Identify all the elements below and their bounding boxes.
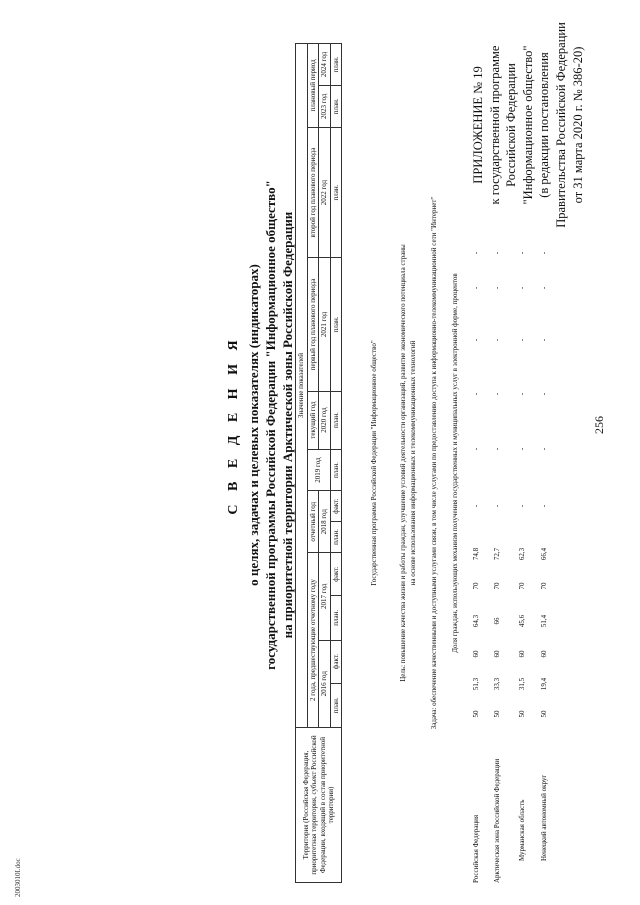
row-value: - [540,286,548,290]
row-value: - [518,504,526,508]
row-label: Российская Федерация [472,814,480,883]
row-label: Арктическая зона Российской Федерации [493,758,501,883]
row-value: - [493,447,501,451]
plan-label: план. [330,683,342,727]
table-row [472,43,482,883]
reporting-year-header: отчетный год [307,491,319,553]
title-heading: С В Е Д Е Н И Я [226,335,241,515]
document-title [225,125,296,725]
row-value: 74,8 [472,547,480,561]
fact-label: факт. [330,491,342,521]
appendix-line: Правительства Российской Федерации [553,22,568,228]
year-2022-header: 2022 год [319,127,331,258]
appendix-line: "Информационное общество" [520,45,535,205]
row-value: - [540,392,548,396]
row-value: - [472,338,480,342]
row-value: 70 [493,582,501,590]
table-row [540,43,550,883]
title-line: на приоритетной территории Арктической зоны Российской Федерации [280,211,295,639]
row-value: 50 [540,710,548,718]
prior-years-header: 2 года, предшествующие отчетному году [307,553,319,728]
row-value: - [493,251,501,255]
row-value: 45,6 [518,614,526,628]
row-value: - [518,338,526,342]
page-number: 256 [592,416,606,434]
row-value: - [472,251,480,255]
fact-label: факт. [330,553,342,596]
row-value: - [493,338,501,342]
program-line: Государственная программа Российской Федерации "Информационное общество" [370,340,378,586]
row-value: - [518,286,526,290]
plan-label: план. [330,258,342,391]
year-2023-header: 2023 год [319,85,331,127]
indicators-table-header [295,43,342,883]
row-value: - [540,338,548,342]
row-value: 64,3 [472,614,480,628]
first-plan-header: первый год планового периода [307,258,319,391]
plan-label: план. [330,596,342,640]
row-value: - [493,286,501,290]
goal-line: Цель: повышение качества жизни и работы граждан, улучшение условий деятельности организаций, развитие экономического потенциала страны [399,244,407,682]
plan-label: план. [330,521,342,552]
row-value: 70 [472,582,480,590]
row-value: 66,4 [540,547,548,561]
row-value: 50 [472,710,480,718]
row-value: 19,4 [540,677,548,691]
year-2018-header: 2018 год [319,491,331,553]
row-value: - [518,447,526,451]
year-2016-header: 2016 год [319,640,331,727]
row-value: - [540,504,548,508]
table-row [518,43,528,883]
row-value: 60 [540,650,548,658]
plan-label: план. [330,44,342,86]
plan-label: план. [330,449,342,491]
row-value: 70 [518,582,526,590]
row-value: 50 [518,710,526,718]
row-value: - [472,392,480,396]
plan-label: план. [330,127,342,258]
task-line: Задача: обеспечение качественными и доступными услугами связи, в том числе услугами по предоставлению доступа к информационно-телекоммуникационной сети "Интернет" [430,196,438,730]
year-2019-header: 2019 год [307,449,330,491]
appendix-line: ПРИЛОЖЕНИЕ № 19 [471,66,485,184]
row-label: Ненецкий автономный округ [540,774,548,861]
current-year-header: текущий год [307,391,319,449]
row-label: Мурманская область [518,799,526,861]
values-header: Значение показателей [296,44,308,728]
title-line: о целях, задачах и целевых показателях (индикаторах) [246,264,261,586]
goal-line-cont: на основе использования информационных и телекоммуникационных технологий [409,340,417,586]
plan-period-header: плановый период [307,44,319,128]
appendix-line: Российской Федерации [504,63,519,187]
row-value: - [472,504,480,508]
row-value: - [540,447,548,451]
row-value: 51,4 [540,614,548,628]
row-value: 51,3 [472,677,480,691]
appendix-line: (в редакции постановления [537,52,552,198]
row-value: 60 [518,650,526,658]
title-line: государственной программы Российской Федерации "Информационное общество" [263,180,278,670]
appendix-block [470,0,586,255]
row-value: - [540,251,548,255]
territory-header: Территория (Российская Федерация, приоритетная территория, субъект Российской Федерации, входящий в состав приоритетной территории) [296,728,342,883]
appendix-line: к государственной программе [487,45,502,205]
row-value: 50 [493,710,501,718]
row-value: 72,7 [493,547,501,561]
row-value: - [472,447,480,451]
row-value: - [493,392,501,396]
year-2020-header: 2020 год [319,391,331,449]
year-2021-header: 2021 год [319,258,331,391]
row-value: 70 [540,582,548,590]
row-value: - [472,286,480,290]
row-value: - [518,392,526,396]
plan-label: план. [330,391,342,449]
row-value: 60 [493,650,501,658]
plan-label: план. [330,85,342,127]
row-value: 62,3 [518,547,526,561]
indicator-line: Доля граждан, использующих механизм получения государственных и муниципальных услуг в электронной форме, процентов [451,273,459,653]
table-row [493,43,503,883]
appendix-line: от 31 марта 2020 г. № 386-20) [570,46,585,204]
row-value: - [493,504,501,508]
second-plan-header: второй год планового периода [307,127,319,258]
year-2017-header: 2017 год [319,553,331,641]
doc-id: 2003010I.doc [14,858,22,897]
row-value: 31,5 [518,677,526,691]
year-2024-header: 2024 год [319,44,331,86]
row-value: 66 [493,617,501,625]
row-value: 33,3 [493,677,501,691]
fact-label: факт. [330,640,342,683]
row-value: - [518,251,526,255]
row-value: 60 [472,650,480,658]
